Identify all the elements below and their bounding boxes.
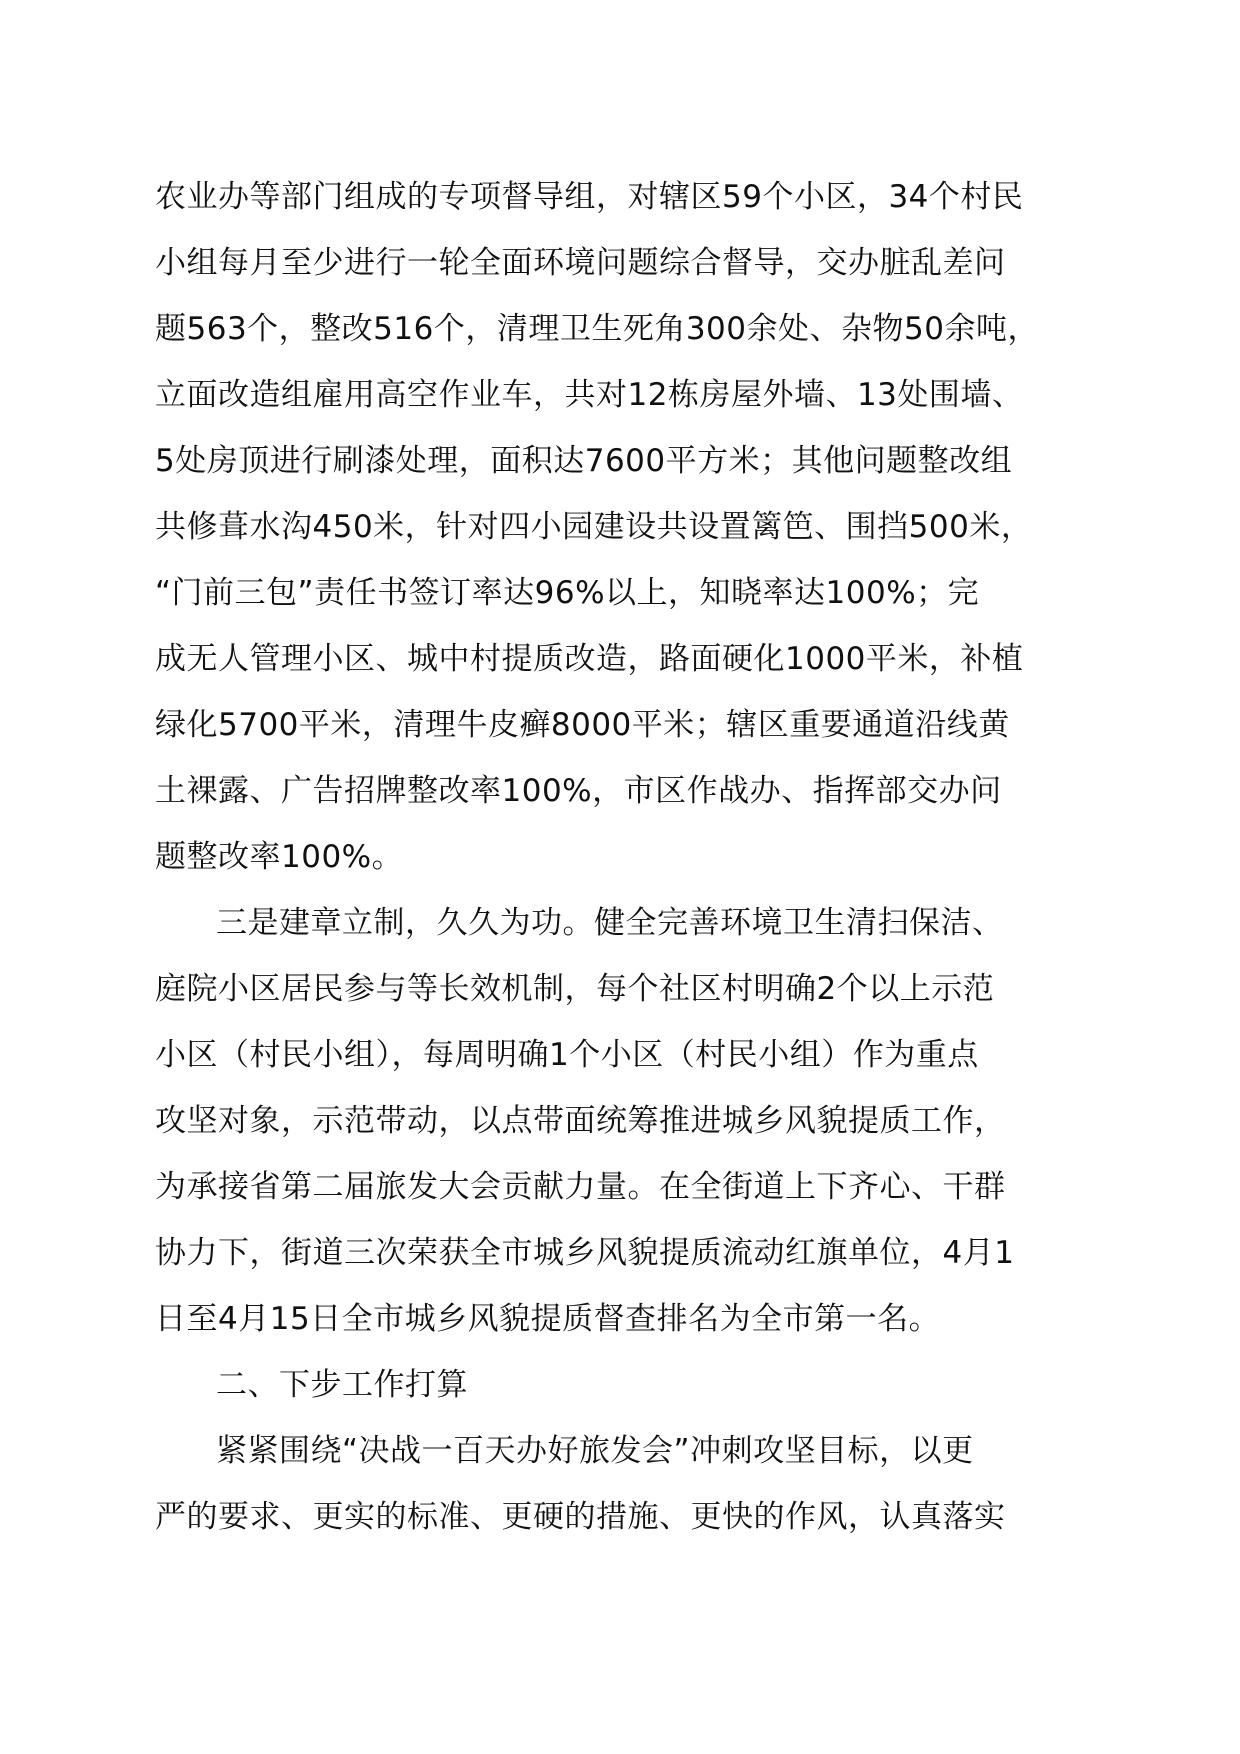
body-text-line: 严的要求、更实的标准、更硬的措施、更快的作风，认真落实 — [155, 1499, 1006, 1535]
body-text-line: 成无人管理小区、城中村提质改造，路面硬化1000平米，补植 — [155, 641, 1024, 677]
body-text-line: 绿化5700平米，清理牛皮癣8000平米；辖区重要通道沿线黄 — [155, 707, 1010, 743]
body-text-line: “门前三包”责任书签订率达96%以上，知晓率达100%；完 — [155, 575, 980, 611]
body-text-line: 为承接省第二届旅发大会贡献力量。在全街道上下齐心、干群 — [155, 1169, 1006, 1205]
body-text-line: 庭院小区居民参与等长效机制，每个社区村明确2个以上示范 — [155, 971, 995, 1007]
body-text-line: 共修葺水沟450米，针对四小园建设共设置篱笆、围挡500米， — [155, 509, 1033, 545]
body-text-line: 协力下，街道三次荣获全市城乡风貌提质流动红旗单位，4月1 — [155, 1235, 1015, 1271]
body-text-line: 5处房顶进行刷漆处理，面积达7600平方米；其他问题整改组 — [155, 443, 1013, 479]
body-text-line: 小组每月至少进行一轮全面环境问题综合督导，交办脏乱差问 — [155, 245, 1006, 281]
body-text-line: 题整改率100%。 — [155, 839, 404, 875]
body-text-line: 土裸露、广告招牌整改率100%，市区作战办、指挥部交办问 — [155, 773, 1002, 809]
paragraph-start-line: 紧紧围绕“决战一百天办好旅发会”冲刺攻坚目标，以更 — [216, 1433, 974, 1469]
body-text-line: 小区（村民小组），每周明确1个小区（村民小组）作为重点 — [155, 1037, 979, 1073]
body-text-line: 立面改造组雇用高空作业车，共对12栋房屋外墙、13处围墙、 — [155, 377, 1024, 413]
section-heading: 二、下步工作打算 — [216, 1367, 468, 1403]
body-text-line: 日至4月15日全市城乡风貌提质督查排名为全市第一名。 — [155, 1301, 941, 1337]
body-text-line: 题563个，整改516个，清理卫生死角300余处、杂物50余吨， — [155, 311, 1039, 347]
paragraph-start-line: 三是建章立制，久久为功。健全完善环境卫生清扫保洁、 — [216, 905, 1004, 941]
body-text-line: 攻坚对象，示范带动，以点带面统筹推进城乡风貌提质工作， — [155, 1103, 1006, 1139]
body-text-line: 农业办等部门组成的专项督导组，对辖区59个小区，34个村民 — [155, 179, 1024, 215]
